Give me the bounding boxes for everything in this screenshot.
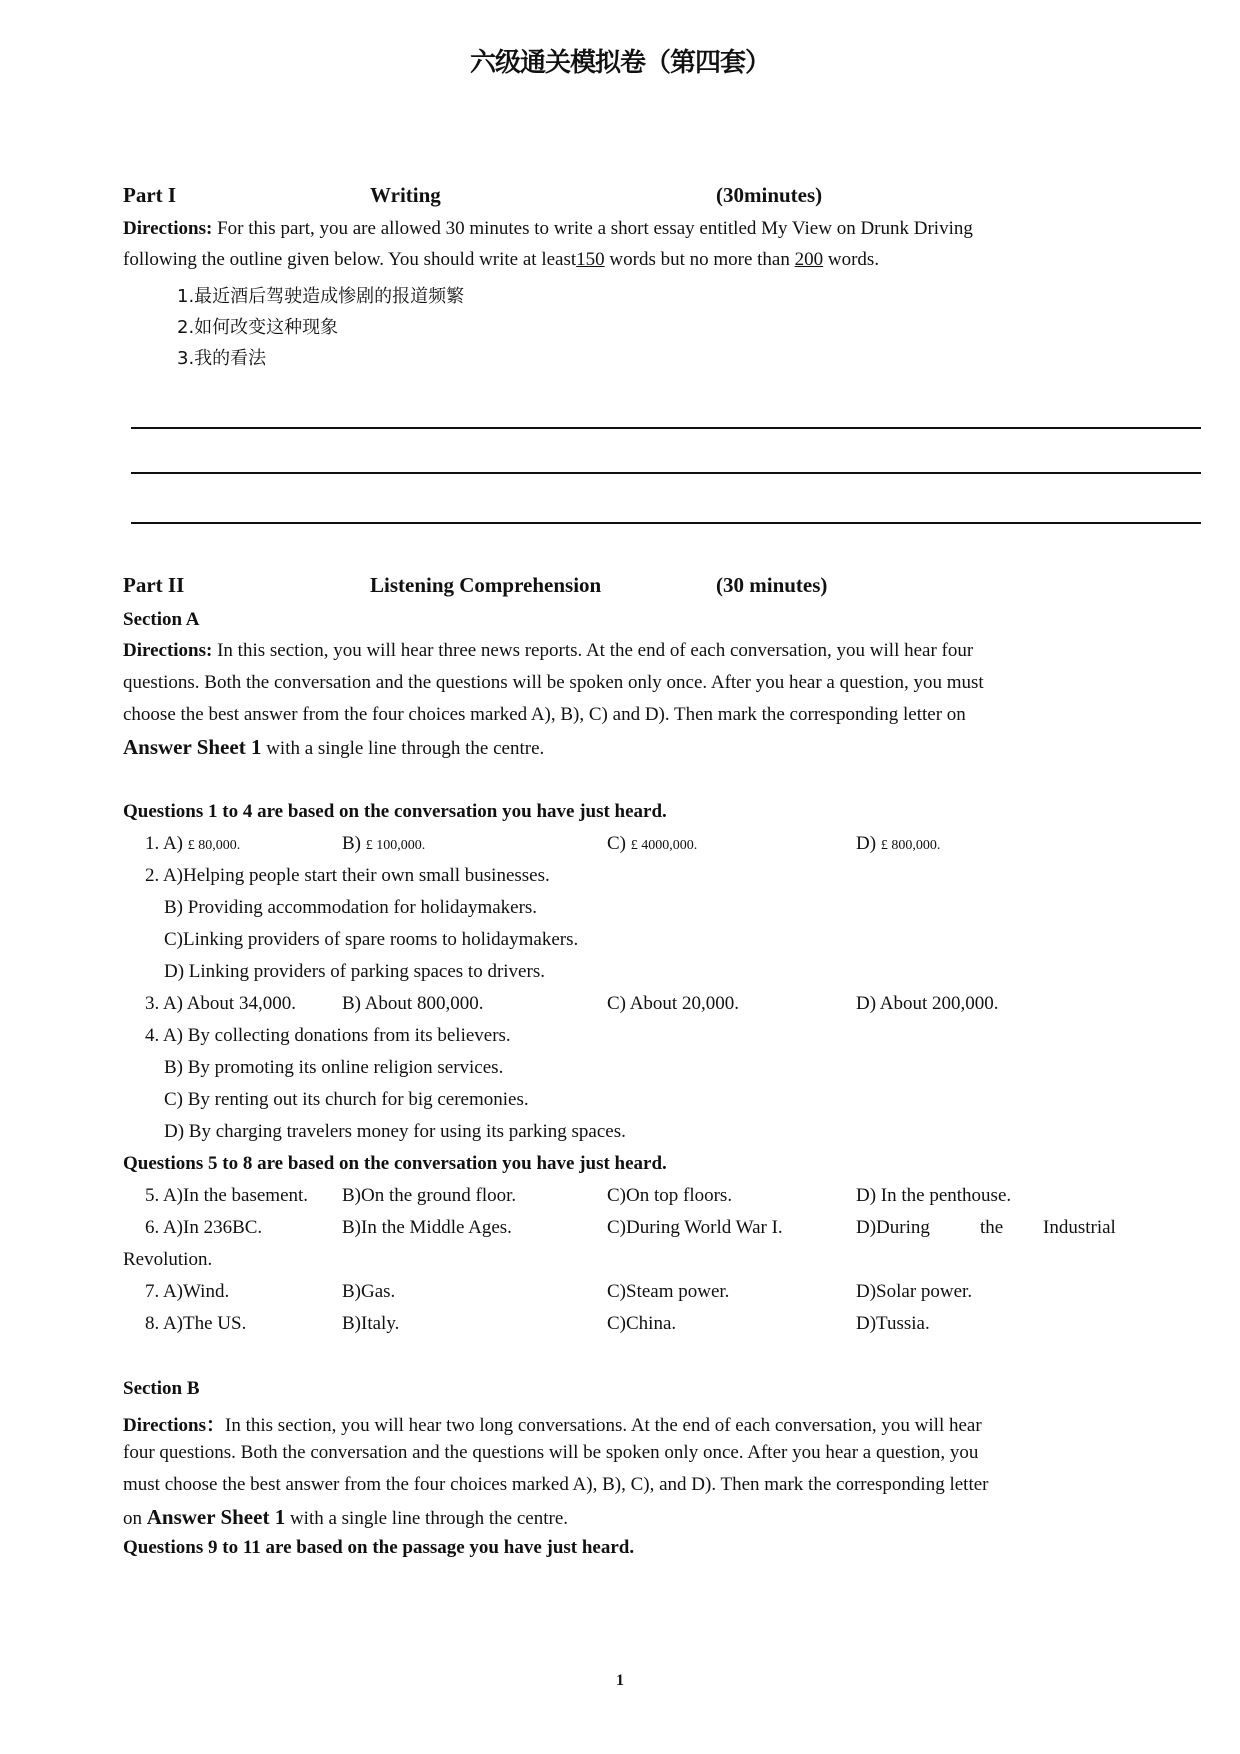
writing-line-1 — [131, 427, 1201, 429]
writing-line-3 — [131, 522, 1201, 524]
q1-option-a: 1. A) £ 80,000. — [145, 833, 241, 854]
q1-option-d: D) £ 800,000. — [856, 833, 941, 854]
answer-sheet-label: Answer Sheet 1 — [146, 1505, 286, 1529]
q6-option-d-word3: Industrial — [1043, 1217, 1116, 1238]
q6-option-d-continued: Revolution. — [123, 1249, 213, 1270]
q7-option-d: D)Solar power. — [856, 1281, 973, 1302]
writing-line-2 — [131, 472, 1201, 474]
q8-option-c: C)China. — [607, 1313, 677, 1334]
max-words: 200 — [794, 249, 824, 270]
q3-option-c: C) About 20,000. — [607, 993, 739, 1014]
q6-option-d-word2: the — [980, 1217, 1004, 1238]
section-b-directions-line1: Directions：In this section, you will hear two long conversations. At the end of each conversation, you will hear — [123, 1415, 982, 1436]
q3-option-b: B) About 800,000. — [342, 993, 484, 1014]
part2-time: (30 minutes) — [716, 573, 828, 597]
q8-option-b: B)Italy. — [342, 1313, 400, 1334]
section-a-directions-line1: Directions: In this section, you will hear three news reports. At the end of each conversation, you will hear four — [123, 640, 974, 661]
section-b-directions-line3: must choose the best answer from the four choices marked A), B), C), and D). Then mark the corresponding letter — [123, 1474, 989, 1495]
q8-option-a: 8. A)The US. — [145, 1313, 247, 1334]
q4-option-c: C) By renting out its church for big ceremonies. — [164, 1089, 529, 1110]
section-a-directions-line4: Answer Sheet 1 with a single line through the centre. — [123, 735, 545, 759]
q4-option-b: B) By promoting its online religion services. — [164, 1057, 504, 1078]
part1-name: Writing — [370, 183, 441, 207]
q2-option-b: B) Providing accommodation for holidaymakers. — [164, 897, 538, 918]
q8-option-d: D)Tussia. — [856, 1313, 930, 1334]
section-b-directions-line4: on Answer Sheet 1 with a single line through the centre. — [123, 1505, 569, 1529]
q7-option-a: 7. A)Wind. — [145, 1281, 230, 1302]
q5-option-b: B)On the ground floor. — [342, 1185, 517, 1206]
q6-option-c: C)During World War I. — [607, 1217, 783, 1238]
q3-option-d: D) About 200,000. — [856, 993, 999, 1014]
q5-option-c: C)On top floors. — [607, 1185, 733, 1206]
q4-option-d: D) By charging travelers money for using its parking spaces. — [164, 1121, 626, 1142]
section-b-label: Section B — [123, 1378, 200, 1399]
outline-item-2: 2.如何改变这种现象 — [177, 317, 339, 338]
q6-option-d-word1: D)During — [856, 1217, 930, 1238]
q7-option-b: B)Gas. — [342, 1281, 396, 1302]
q4-option-a: 4. A) By collecting donations from its believers. — [145, 1025, 511, 1046]
q2-option-a: 2. A)Helping people start their own small businesses. — [145, 865, 550, 886]
section-a-directions-line2: questions. Both the conversation and the questions will be spoken only once. After you hear a question, you must — [123, 672, 984, 693]
outline-item-1: 1.最近酒后驾驶造成惨剧的报道频繁 — [177, 286, 465, 307]
part2-label: Part II — [123, 573, 185, 597]
q6-option-a: 6. A)In 236BC. — [145, 1217, 263, 1238]
part1-label: Part I — [123, 183, 177, 207]
page-number: 1 — [616, 1672, 624, 1689]
min-words: 150 — [576, 249, 605, 270]
part1-time: (30minutes) — [716, 183, 823, 207]
section-a-label: Section A — [123, 609, 200, 630]
q3-option-a: 3. A) About 34,000. — [145, 993, 296, 1014]
q6-option-b: B)In the Middle Ages. — [342, 1217, 512, 1238]
q7-option-c: C)Steam power. — [607, 1281, 730, 1302]
part2-name: Listening Comprehension — [370, 573, 602, 597]
q5-option-a: 5. A)In the basement. — [145, 1185, 309, 1206]
answer-sheet-label: Answer Sheet 1 — [123, 735, 262, 759]
page-title: 六级通关模拟卷（第四套） — [469, 48, 770, 78]
q2-option-d: D) Linking providers of parking spaces to drivers. — [164, 961, 545, 982]
part1-directions-line1: Directions: For this part, you are allowed 30 minutes to write a short essay entitled My View on Drunk Driving — [123, 218, 973, 239]
q1-option-b: B) £ 100,000. — [342, 833, 426, 854]
question-group-9-11: Questions 9 to 11 are based on the passage you have just heard. — [123, 1537, 635, 1558]
question-group-1-4: Questions 1 to 4 are based on the conversation you have just heard. — [123, 801, 667, 822]
directions-label: Directions: — [123, 218, 213, 239]
question-group-5-8: Questions 5 to 8 are based on the conversation you have just heard. — [123, 1153, 667, 1174]
q1-option-c: C) £ 4000,000. — [607, 833, 698, 854]
q2-option-c: C)Linking providers of spare rooms to holidaymakers. — [164, 929, 579, 950]
section-b-directions-line2: four questions. Both the conversation and the questions will be spoken only once. After you hear a question, you — [123, 1442, 979, 1463]
part1-directions-line2: following the outline given below. You should write at least150 words but no more than 200 words. — [123, 249, 880, 270]
outline-item-3: 3.我的看法 — [177, 348, 267, 369]
section-a-directions-line3: choose the best answer from the four choices marked A), B), C) and D). Then mark the corresponding letter on — [123, 704, 966, 725]
q5-option-d: D) In the penthouse. — [856, 1185, 1012, 1206]
